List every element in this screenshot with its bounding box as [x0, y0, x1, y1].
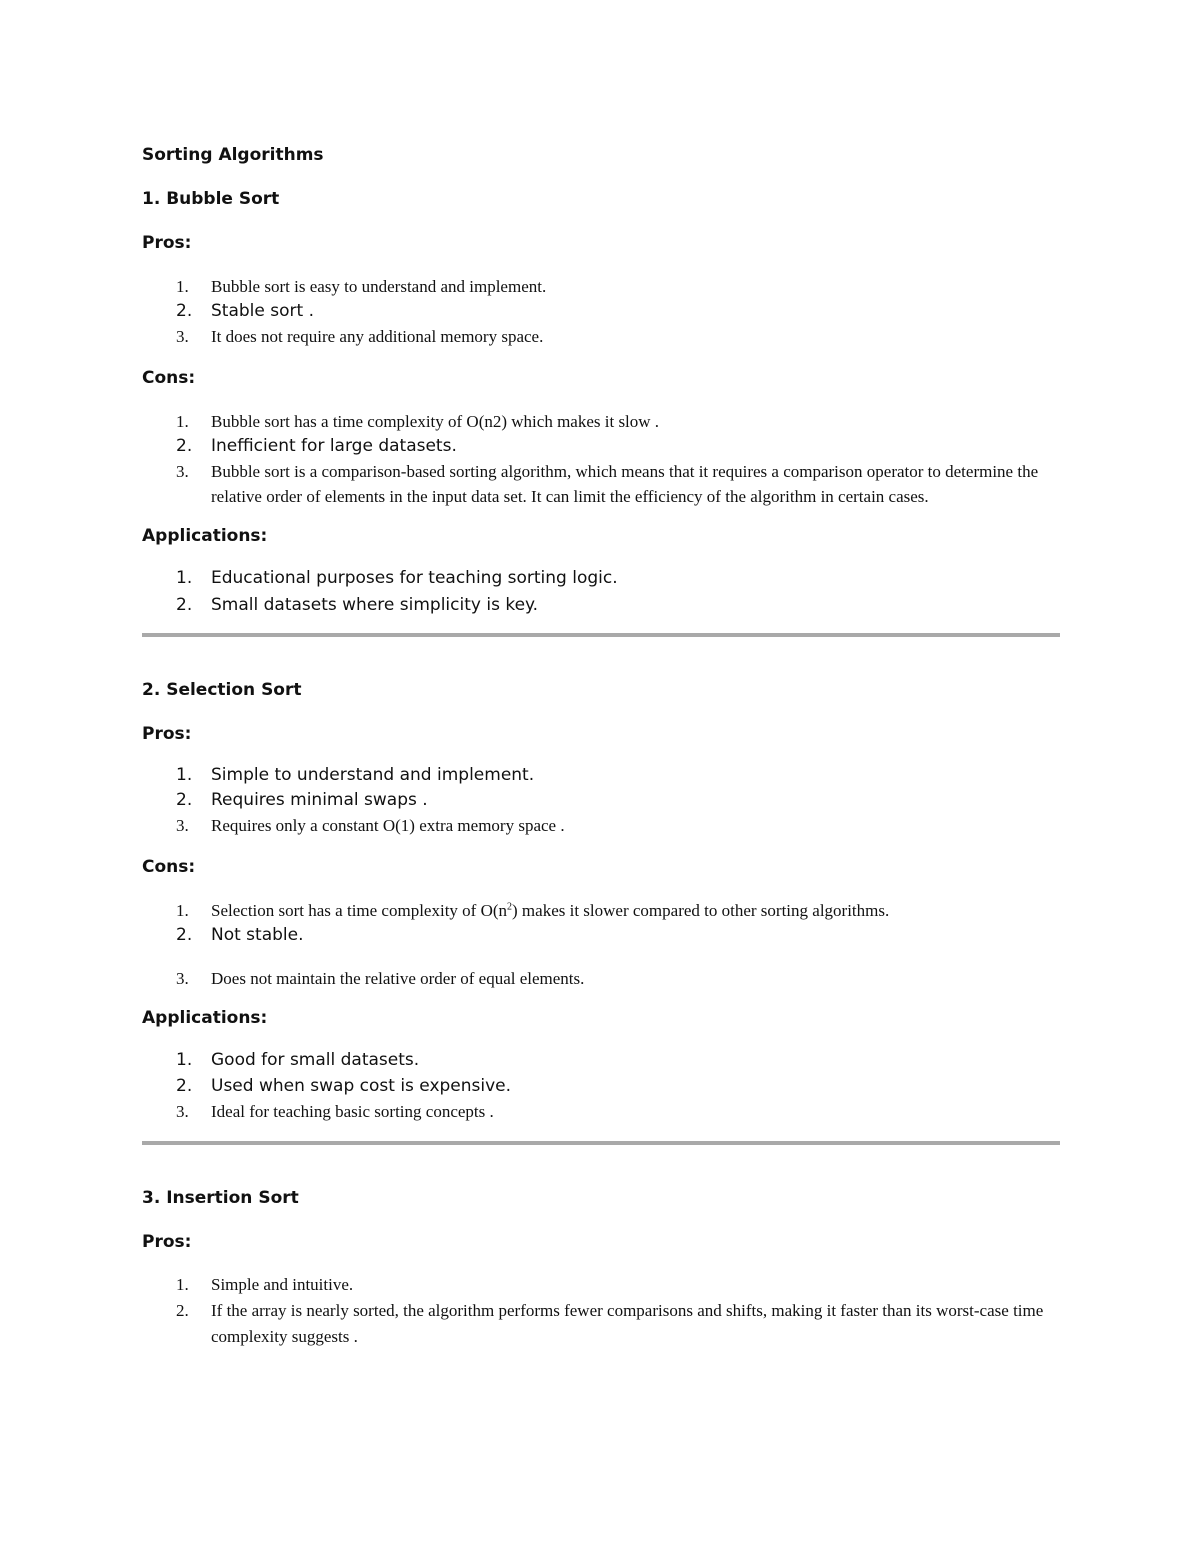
applications-list: [142, 1047, 1060, 1125]
list-text: Used when swap cost is expensive.: [211, 1076, 512, 1096]
cons-heading: Cons:: [142, 857, 196, 877]
list-number: 2.: [176, 1301, 189, 1320]
section-divider: [142, 1141, 1060, 1145]
applications-heading: Applications:: [142, 526, 268, 546]
list-number: 2.: [176, 925, 193, 945]
list-number: 1.: [176, 277, 189, 296]
list-number: 3.: [176, 327, 189, 346]
list-text: Inefficient for large datasets.: [211, 436, 457, 456]
list-number: 3.: [176, 1102, 189, 1121]
list-number: 2.: [176, 301, 193, 321]
list-number: 1.: [176, 568, 193, 588]
list-number: 1.: [176, 765, 193, 785]
list-item: [142, 1271, 1060, 1298]
list-text-before: Selection sort has a time complexity of O(n: [211, 901, 508, 920]
document-page: [142, 140, 1060, 1350]
document-title: Sorting Algorithms: [142, 145, 324, 165]
list-item: [142, 299, 1060, 324]
list-item: [142, 459, 1060, 509]
list-text: Bubble sort is a comparison-based sorting algorithm, which means that it requires a comparison operator to determine the relative order of elements in the input data set. It can limit the efficiency of the algorithm in certain cases.: [211, 462, 1039, 506]
list-number: 1.: [176, 412, 189, 431]
list-item: [142, 565, 1060, 592]
list-number: 2.: [176, 1076, 193, 1096]
list-item: [142, 966, 1060, 991]
list-text-after: ) makes it slower compared to other sorting algorithms.: [512, 901, 890, 920]
list-text: Bubble sort has a time complexity of O(n2) which makes it slow .: [211, 412, 660, 431]
list-item: [142, 434, 1060, 459]
list-item: [142, 763, 1060, 788]
list-number: 1.: [176, 1050, 193, 1070]
list-item: [142, 898, 1060, 923]
section-divider: [142, 633, 1060, 637]
pros-heading: Pros:: [142, 1232, 192, 1252]
applications-list: [142, 565, 1060, 619]
list-text: Simple and intuitive.: [211, 1275, 354, 1294]
list-number: 3.: [176, 969, 189, 988]
list-number: 1.: [176, 901, 189, 920]
list-item: [142, 1047, 1060, 1073]
list-text: Good for small datasets.: [211, 1050, 420, 1070]
list-text: Ideal for teaching basic sorting concepts .: [211, 1102, 494, 1121]
section-bubble-sort: [142, 184, 1060, 619]
cons-heading: Cons:: [142, 368, 196, 388]
list-text: Bubble sort is easy to understand and implement.: [211, 277, 547, 296]
pros-list: [142, 763, 1060, 838]
list-text: Not stable.: [211, 925, 304, 945]
section-insertion-sort: [142, 1183, 1060, 1350]
list-text: Requires only a constant O(1) extra memory space .: [211, 816, 565, 835]
list-text: Stable sort .: [211, 301, 314, 321]
list-text: If the array is nearly sorted, the algorithm performs fewer comparisons and shifts, making it faster than its worst-case time complexity suggests .: [211, 1301, 1044, 1346]
applications-heading: Applications:: [142, 1008, 268, 1028]
list-text: It does not require any additional memory space.: [211, 327, 544, 346]
list-number: 1.: [176, 1275, 189, 1294]
superscript: 2: [507, 901, 513, 913]
list-text: Small datasets where simplicity is key.: [211, 595, 539, 615]
list-item: [142, 592, 1060, 619]
list-text: Requires minimal swaps .: [211, 790, 428, 810]
list-number: 2.: [176, 790, 193, 810]
section-heading: 2. Selection Sort: [142, 680, 302, 700]
list-number: 3.: [176, 462, 189, 481]
list-text: Educational purposes for teaching sorting logic.: [211, 568, 618, 588]
list-item: [142, 1298, 1060, 1350]
pros-heading: Pros:: [142, 724, 192, 744]
list-text: [211, 898, 1060, 923]
section-selection-sort: [142, 675, 1060, 1125]
list-text: Simple to understand and implement.: [211, 765, 535, 785]
pros-list: [142, 1271, 1060, 1350]
list-item: [142, 813, 1060, 838]
pros-heading: Pros:: [142, 233, 192, 253]
cons-list: [142, 409, 1060, 509]
section-heading: 1. Bubble Sort: [142, 189, 280, 209]
cons-list: [142, 898, 1060, 991]
list-number: 3.: [176, 816, 189, 835]
list-item: [142, 788, 1060, 813]
list-item: [142, 409, 1060, 434]
list-item: [142, 324, 1060, 349]
list-number: 2.: [176, 436, 193, 456]
pros-list: [142, 274, 1060, 349]
list-number: 2.: [176, 595, 193, 615]
list-text: Does not maintain the relative order of equal elements.: [211, 969, 585, 988]
list-item: [142, 923, 1060, 948]
list-item: [142, 274, 1060, 299]
section-heading: 3. Insertion Sort: [142, 1188, 299, 1208]
list-item: [142, 1099, 1060, 1125]
list-item: [142, 1073, 1060, 1099]
